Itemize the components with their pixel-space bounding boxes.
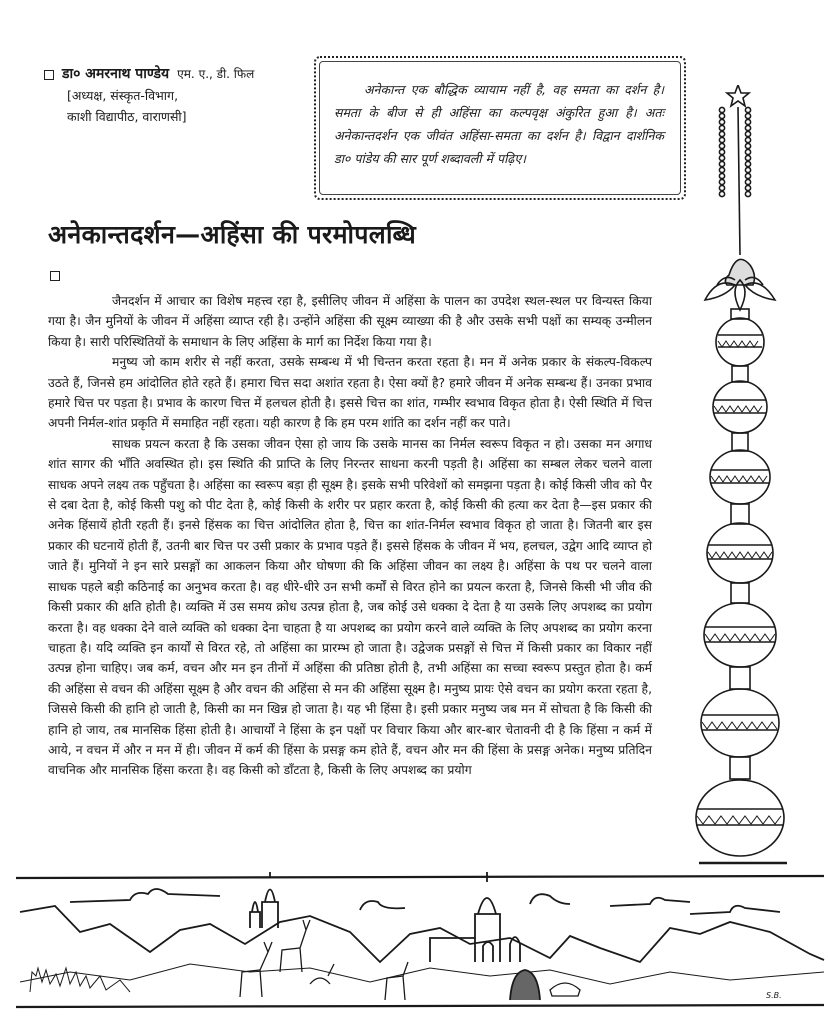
author-degrees: एम. ए., डी. फिल [177,67,255,81]
temple-left [250,872,278,928]
landscape-illustration [10,872,828,1012]
paragraph: जैनदर्शन में आचार का विशेष महत्त्व रहा है, इसीलिए जीवन में अहिंसा के पालन का उपदेश स्थल-स्थल पर विन्यस्त किया गया है। जैन मुनियों के जीवन में अहिंसा व्याप्त रही है। उन्होंने अहिंसा की सूक्ष्म व्याख्या की है और उसके सभी पक्षों का सम्यक् उन्मीलन किया है। सारी परिस्थितियों के समाधान के लिए अहिंसा के मार्ग का निर्देश किया गया है। [48,294,652,349]
paragraph: मनुष्य जो काम शरीर से नहीं करता, उसके सम्बन्ध में भी चिन्तन करता रहता है। मन में अनेक प्रकार के संकल्प-विकल्प उठते हैं, जिनसे हम आंदोलित होते रहते हैं। हमारा चित्त सदा अशांत रहता है। ऐसा क्यों है? हमारे जीवन में अनेक सम्बन्ध हैं। उनका प्रभाव हमारे चित्त पर पड़ता है। प्रभाव के कारण चित्त में हलचल होती है। इससे चित्त का शांत, गम्भीर स्वभाव विकृत होता है। ऐसी स्थिति में चित्त अपनी निर्मल-शांत प्रकृति में समाहित नहीं रहता। यही कारण है कि हम परम शांति का दर्शन नहीं कर पाते। [48,355,652,431]
paragraph: साधक प्रयत्न करता है कि उसका जीवन ऐसा हो जाय कि उसके मानस का निर्मल स्वरूप विकृत न हो। उसका मन अगाध शांत सागर की भाँति अवस्थित हो। इस स्थिति की प्राप्ति के लिए निरन्तर साधना करनी पड़ती है। अहिंसा का सम्बल लेकर चलने वाला साधक अपने लक्ष्य तक पहुँचता है। अहिंसा का स्वरूप बड़ा ही सूक्ष्म है। इसके सभी परिवेशों को समझना पड़ता है। कोई किसी जीव को पैर से दबा देता है, कोई किसी पशु को पीट देता है, कोई किसी के शरीर पर प्रहार करता है, कोई किसी की हत्या कर देता है—इस प्रकार की अनेक हिंसायें होती रहती हैं। इनसे हिंसक का चित्त आंदोलित होता है, चित्त का शांत-निर्मल स्वभाव विकृत हो जाता है। जितनी बार इस प्रकार की घटनायें होती हैं, उतनी बार चित्त पर उसी प्रकार के प्रभाव पड़ते हैं। इससे हिंसक के जीवन में भय, हलचल, उद्वेग आदि व्याप्त हो जाते हैं। मुनियों ने इन सारे प्रसङ्गों का आकलन किया और घोषणा की कि अहिंसा जीवन का लक्ष्य है। अहिंसा के पथ पर चलने वाला साधक पहले बड़ी कठिनाई का अनुभव करता है। वह धीरे-धीरे उन सभी कर्मों से विरत होने का प्रयत्न करता है, जिनसे किसी भी जीव की किसी प्रकार की क्षति होती है। व्यक्ति में उस समय क्रोध उत्पन्न होता है, जब कोई उसे धक्का दे देता है या उसके लिए अपशब्द का प्रयोग करता है। वह धक्का देने वाले व्यक्ति को धक्का देना चाहता है या अपशब्द का प्रयोग करने वाले व्यक्ति के लिए अपशब्द का प्रयोग करना चाहता है। यदि व्यक्ति इन कार्यों से विरत रहे, तो अहिंसा का प्रारम्भ हो जाता है। उद्वेजक प्रसङ्गों से चित्त में किसी प्रकार का विकार नहीं उत्पन्न होना चाहिए। जब कर्म, वचन और मन इन तीनों में अहिंसा की प्रतिष्ठा होती है, तभी अहिंसा का सच्चा स्वरूप प्रस्तुत होता है। कर्म की अहिंसा से वचन की अहिंसा सूक्ष्म है और वचन की अहिंसा से मन की अहिंसा सूक्ष्म है। मनुष्य प्रायः ऐसे वचन का प्रयोग करता रहता है, जिससे किसी की हानि हो जाती है, किसी का मन खिन्न हो जाता है। यह भी हिंसा है। इसी प्रकार मनुष्य जब मन में सोचता है कि किसी की हानि हो जाय, तब मानसिक हिंसा होती है। आचार्यों ने हिंसा के इन पक्षों पर विचार किया और बार-बार चेतावनी दी है कि हिंसा न कर्म में आये, न वचन में और न मन में ही। जीवन में कर्म की हिंसा के प्रसङ्ग कम होते हैं, वचन और मन की हिंसा के प्रसङ्ग अनेक। मनुष्य प्रतिदिन वाचनिक और मानसिक हिंसा करता है। वह किसी को डाँटता है, किसी के लिए अपशब्द का प्रयोग [48,436,652,778]
square-bullet-icon [50,271,60,281]
editorial-quote-box [314,56,686,200]
author-affiliation-line2: काशी विद्यापीठ, वाराणसी] [67,109,187,124]
kalash-pillar-illustration [695,85,825,875]
artist-signature: S.B. [766,991,782,1000]
author-affiliation-line1: [अध्यक्ष, संस्कृत-विभाग, [67,88,179,103]
article-body [48,291,652,781]
author-block [44,64,306,127]
temple-right [430,872,520,962]
author-name: डा० अमरनाथ पाण्डेय [62,66,170,82]
star-icon [727,85,749,106]
quote-text: अनेकान्त एक बौद्धिक व्यायाम नहीं है, वह समता का दर्शन है। समता के बीज से ही अहिंसा का कल्पवृक्ष अंकुरित हुआ है। अतः अनेकान्तदर्शन एक जीवंत अहिंसा-समता का दर्शन है। विद्वान दार्शनिक डा० पांडेय की सार पूर्ण शब्दावली में पढ़िए। [334,82,664,166]
bead-strings [719,107,750,196]
author-line [44,64,306,85]
pot-stack [696,309,787,863]
article-title: अनेकान्तदर्शन—अहिंसा की परमोपलब्धि [48,220,417,249]
square-bullet-icon [44,70,54,80]
